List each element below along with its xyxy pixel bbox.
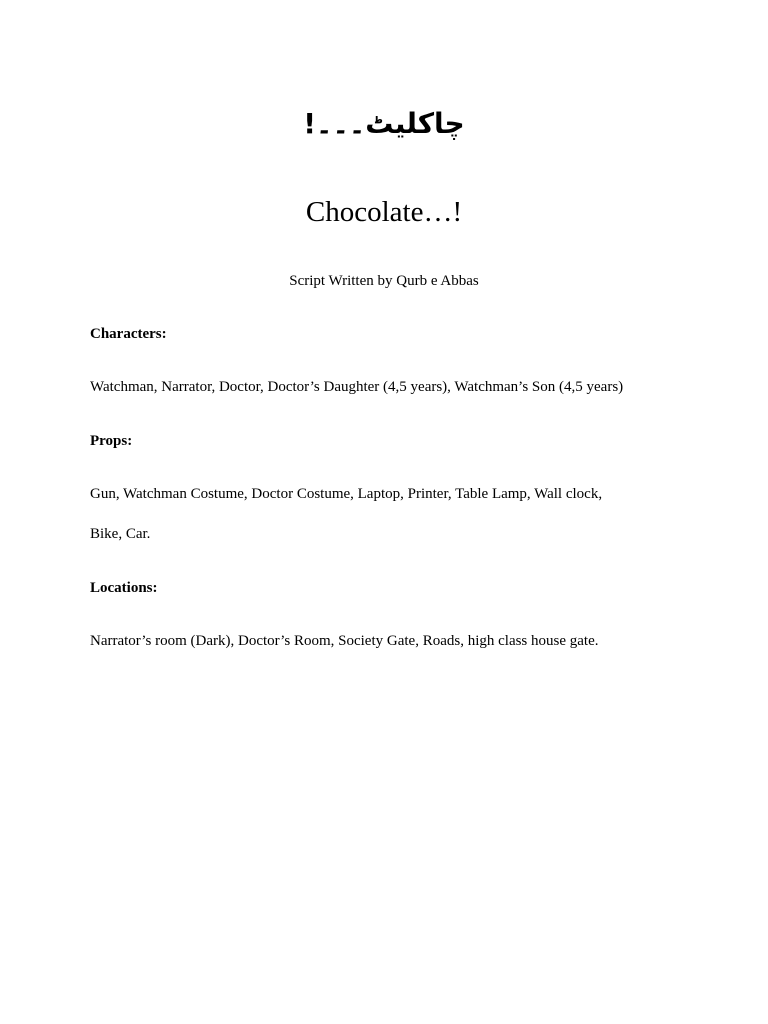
characters-list: Watchman, Narrator, Doctor, Doctor’s Daughter (4,5 years), Watchman’s Son (4,5 years) [90, 379, 624, 395]
characters-heading: Characters: [90, 326, 167, 342]
byline: Script Written by Qurb e Abbas [289, 273, 479, 289]
locations-heading: Locations: [90, 580, 158, 596]
props-list-line-1: Gun, Watchman Costume, Doctor Costume, Laptop, Printer, Table Lamp, Wall clock, [90, 486, 603, 502]
locations-list: Narrator’s room (Dark), Doctor’s Room, Society Gate, Roads, high class house gate. [90, 633, 599, 649]
props-list-line-2: Bike, Car. [90, 526, 151, 542]
props-heading: Props: [90, 433, 133, 449]
page-title: Chocolate…! [305, 196, 463, 228]
urdu-title: چاکلیٹ۔۔۔! [303, 107, 465, 140]
